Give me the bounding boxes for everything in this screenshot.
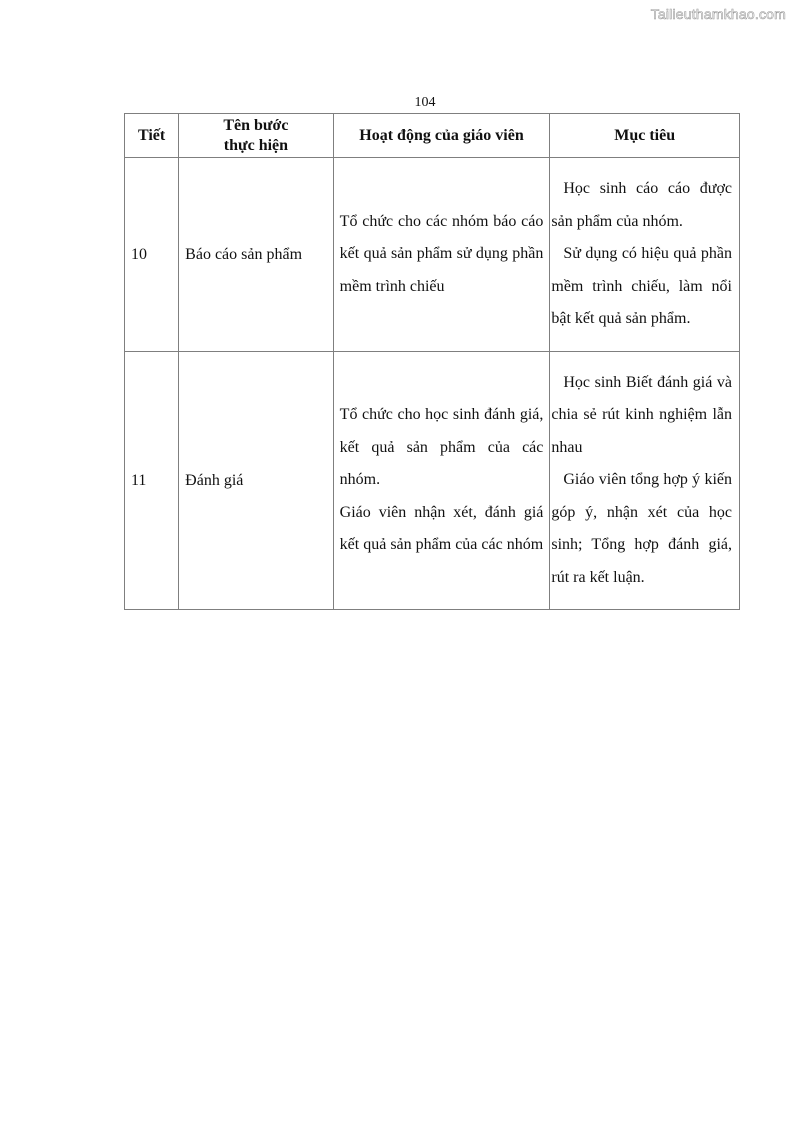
activity-paragraph: Tổ chức cho học sinh đánh giá, kết quả sản phẩm của các nhóm.	[339, 406, 544, 489]
cell-tiet: 11	[125, 352, 179, 610]
header-ten-buoc	[179, 114, 334, 158]
lesson-plan-table	[124, 113, 740, 610]
header-ten-buoc-line1: Tên bước	[223, 116, 289, 134]
objective-paragraph: Học sinh cáo cáo được sản phẩm của nhóm.	[551, 180, 732, 230]
activity-paragraph: Giáo viên nhận xét, đánh giá kết quả sản phẩm của các nhóm	[339, 503, 544, 554]
activity-paragraph: Tổ chức cho các nhóm báo cáo kết quả sản phẩm sử dụng phần mềm trình chiếu	[339, 212, 544, 295]
cell-tiet: 10	[125, 158, 179, 352]
objective-paragraph: Sử dụng có hiệu quả phần mềm trình chiếu, làm nổi bật kết quả sản phẩm.	[551, 245, 732, 328]
header-ten-buoc-line2: thực hiện	[223, 136, 289, 154]
table-row	[125, 352, 740, 610]
header-muc-tieu: Mục tiêu	[550, 114, 740, 158]
objective-paragraph: Giáo viên tổng hợp ý kiến góp ý, nhận xét của học sinh; Tổng hợp đánh giá, rút ra kết luận.	[551, 471, 732, 586]
watermark: Tailieuthamkhao.com	[650, 6, 786, 22]
cell-hoat-dong	[333, 158, 550, 352]
cell-muc-tieu	[550, 352, 740, 610]
table-header-row	[125, 114, 740, 158]
cell-ten-buoc: Báo cáo sản phẩm	[179, 158, 334, 352]
header-tiet: Tiết	[125, 114, 179, 158]
cell-ten-buoc: Đánh giá	[179, 352, 334, 610]
page-number: 104	[414, 95, 436, 110]
objective-paragraph: Học sinh Biết đánh giá và chia sẻ rút kinh nghiệm lẫn nhau	[551, 374, 732, 456]
cell-hoat-dong	[333, 352, 550, 610]
table-row	[125, 158, 740, 352]
header-hoat-dong: Hoạt động của giáo viên	[333, 114, 550, 158]
cell-muc-tieu	[550, 158, 740, 352]
